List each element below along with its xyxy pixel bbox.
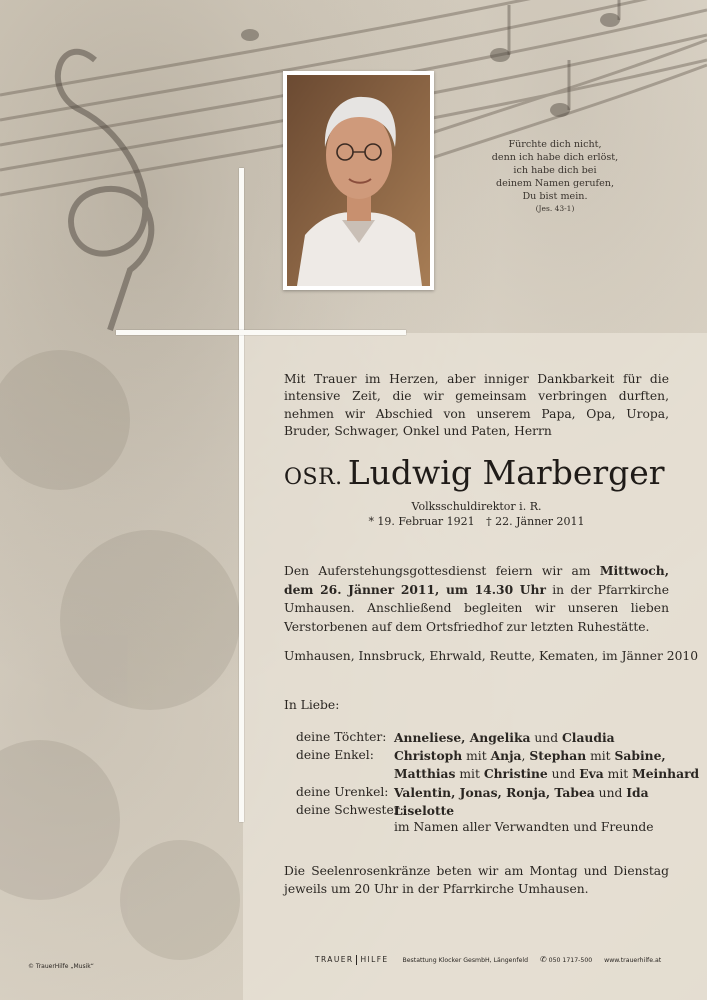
family-row-relatives (296, 819, 696, 836)
names-bold: Matthias (394, 766, 456, 782)
family-row-great-grandchildren (296, 784, 696, 802)
connector: mit (586, 749, 615, 764)
phone-number: 050 1717-500 (548, 957, 593, 964)
names-bold: Sabine (614, 748, 662, 764)
family-names (394, 729, 615, 747)
family-row-grandchildren-cont (296, 765, 700, 783)
family-names (394, 765, 699, 783)
names-bold: Eva (579, 766, 604, 782)
connector: , (521, 749, 530, 764)
quote-line: denn ich habe dich erlöst, (491, 152, 619, 163)
deceased-role: Volksschuldirektor i. R. (411, 500, 542, 513)
funeral-service-text (284, 562, 669, 636)
footer (313, 953, 703, 967)
copyright-note: © TrauerHilfe „Musik“ (28, 963, 94, 970)
family-row-grandchildren (296, 747, 696, 765)
intro-text: Mit Trauer im Herzen, aber inniger Dankbarkeit für die intensive Zeit, die wir gemeinsam verbringen durften, nehmen wir Abschied von unserem Papa, Opa, Uropa, Bruder, Schwager, Onkel und Paten, Herrn (284, 372, 669, 439)
life-dates (284, 515, 669, 529)
quote-line: Du bist mein. (522, 191, 588, 202)
service-text-end: in der Pfarrkirche Umhausen. Anschließend begleiten wir unseren lieben Verstorbenen auf dem Ortsfriedhof zur letzten Ruhestätte. (284, 582, 669, 634)
cross-vertical-beam (239, 168, 244, 822)
names-bold: Anja (490, 748, 522, 764)
service-text-start: Den Auferstehungsgottesdienst feiern wir am (284, 564, 600, 578)
funeral-company: Bestattung Klocker GesmbH, Längenfeld (402, 957, 529, 964)
connector: mit (455, 767, 484, 782)
connector: und (530, 731, 562, 745)
names-bold: Ida (626, 784, 649, 800)
names-bold: Christine (483, 766, 548, 782)
names-bold: Claudia (562, 730, 615, 745)
logo-text: HILFE (360, 955, 389, 964)
portrait-photo (283, 71, 434, 290)
quote-reference: (Jes. 43-1) (535, 204, 575, 213)
family-list (296, 729, 700, 836)
logo-text: TRAUER (315, 955, 354, 964)
service-datetime: Mittwoch, dem 26. Jänner 2011, um 14.30 Uhr (284, 563, 669, 597)
names-bold: Valentin, Jonas, Ronja, Tabea (394, 784, 595, 800)
family-row-daughters (296, 729, 696, 747)
honorific-title: OSR. (284, 465, 343, 490)
names-bold: Christoph (394, 748, 463, 764)
phone-icon: ✆ (539, 955, 547, 964)
quote-line: ich habe dich bei (513, 165, 597, 176)
rosary-text: Die Seelenrosenkränze beten wir am Montag und Dienstag jeweils um 20 Uhr in der Pfarrkirche Umhausen. (284, 864, 669, 896)
names-bold: Anneliese, Angelika (394, 730, 531, 745)
family-names (394, 784, 649, 802)
family-label: deine Urenkel: (296, 784, 389, 799)
family-names: Christoph mit Anja, Stephan mit Sabine, (394, 748, 666, 764)
family-label: deine Schwester: (296, 802, 404, 817)
trauerhilfe-logo (313, 953, 391, 967)
website-link[interactable]: www.trauerhilfe.at (604, 957, 662, 964)
connector: und (547, 767, 580, 782)
place-date: Umhausen, Innsbruck, Ehrwald, Reutte, Kematen, im Jänner 2010 (284, 649, 699, 663)
family-label: deine Töchter: (296, 730, 387, 744)
connector: mit (603, 767, 633, 782)
full-name: Ludwig Marberger (347, 453, 665, 492)
quote-line: Fürchte dich nicht, (508, 139, 602, 150)
names-bold: Meinhard (632, 766, 700, 782)
portrait-image (287, 75, 430, 286)
birth-date: * 19. Februar 1921 (368, 515, 475, 528)
deceased-name (284, 453, 684, 492)
cross-horizontal-beam (116, 330, 406, 335)
family-row-sister (296, 802, 696, 819)
family-label: deine Enkel: (296, 748, 374, 763)
death-date: † 22. Jänner 2011 (486, 515, 585, 528)
connector: und (594, 785, 627, 800)
connector: mit (462, 749, 491, 764)
quote-line: deinem Namen gerufen, (495, 178, 615, 189)
relatives-text: im Namen aller Verwandten und Freunde (394, 820, 654, 835)
in-love-heading: In Liebe: (284, 698, 340, 712)
family-names: Liselotte (394, 802, 455, 818)
names-bold: Stephan (529, 748, 587, 764)
bible-quote (470, 138, 640, 215)
